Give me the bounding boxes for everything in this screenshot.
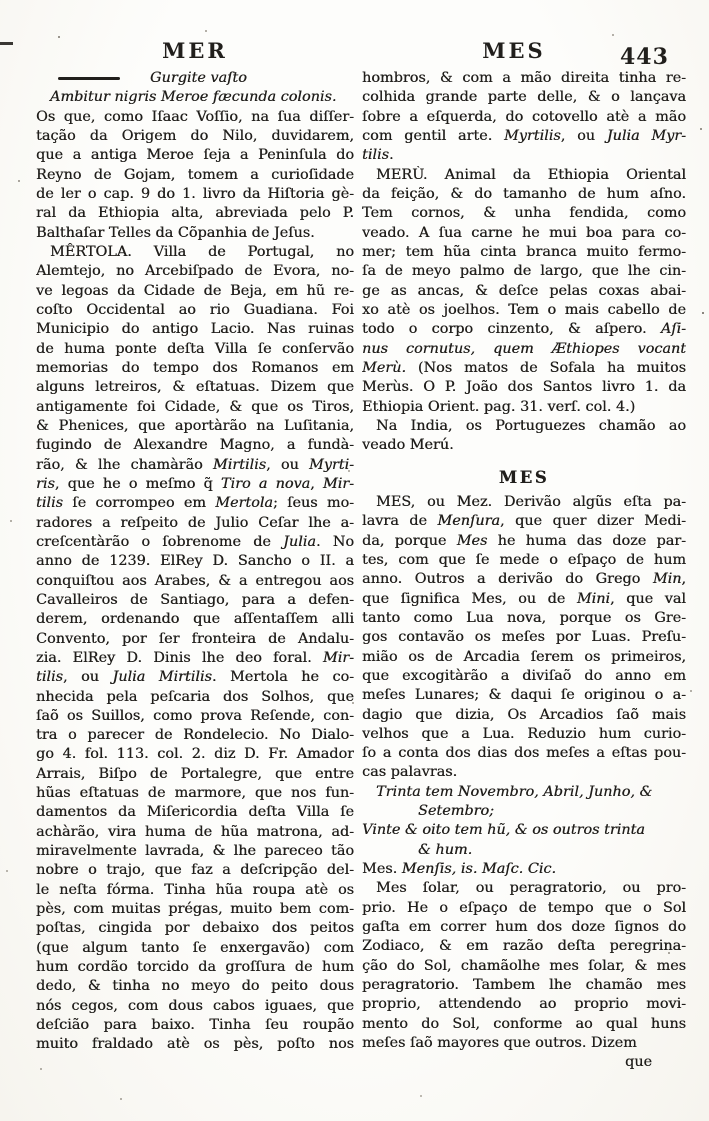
text-line: dedo, & tinha no meyo do peito dous: [36, 978, 354, 995]
text-line: com gentil arte. Myrtilis, ou Julia Myr-: [362, 127, 686, 144]
text-line: cas palavras.: [362, 764, 458, 781]
text-line: hũas eſtatuas de marmore, que nos fun-: [36, 785, 354, 802]
text-line: mer; tem hũa cinta branca muito fermo-: [362, 243, 686, 260]
text-line: Municipio do antigo Lacio. Nas ruinas: [36, 321, 354, 338]
text-line: antigamente foi Cidade, & que os Tiros,: [36, 398, 354, 415]
text-line: rão, & lhe chamàrão Mirtilis, ou Myrti-: [36, 456, 354, 473]
text-line: nus cornutus, quem Æthiopes vocant: [362, 340, 686, 357]
text-line: meſes ſaõ mayores que outros. Dizem: [362, 1035, 637, 1052]
text-line: Cavalleiros de Santiago, para a defen-: [36, 591, 354, 608]
catchword: que: [625, 1054, 652, 1071]
text-line: mião os de Arcadia ſerem os primeiros,: [362, 648, 686, 665]
text-line: mento do Sol, conforme ao qual huns: [362, 1015, 686, 1032]
text-line: hum cordão torcido da groſſura de hum: [36, 959, 354, 976]
text-line: Mes ſolar, ou peragratorio, ou pro-: [376, 880, 686, 897]
text-line: veado Merú.: [362, 437, 454, 454]
right-text-column: [362, 69, 686, 1073]
text-line: anno de 1239. ElRey D. Sancho o II. a: [36, 553, 354, 570]
text-line: tação da Origem do Nilo, duvidarem,: [36, 127, 354, 144]
text-line: tanto como Lua nova, porque os Gre-: [362, 609, 686, 626]
text-line: gaſta em correr hum dos doze ſignos do: [362, 919, 686, 936]
text-line: Reyno de Gojam, tomem a curioſidade: [36, 166, 354, 183]
text-line: ção do Sol, chamãolhe mes ſolar, & mes: [362, 957, 686, 974]
text-line: proprio, attendendo ao proprio movi-: [362, 996, 686, 1013]
text-line: prio. He o eſpaço de tempo que o Sol: [362, 899, 686, 916]
text-line: que a antiga Meroe ſeja a Peninſula do: [36, 147, 354, 164]
text-line: da, porque Mes he huma das doze par-: [362, 532, 686, 549]
text-line: Convento, por ſer fronteira de Andalu-: [36, 630, 354, 647]
text-line: achàrão, vira huma de hũa matrona, ad-: [36, 823, 354, 840]
scan-specks: [0, 0, 2, 2]
text-line: dagio que dizia, Os Arcadios ſaõ mais: [362, 706, 686, 723]
text-line: meſes Lunares; & daqui ſe originou o a-: [362, 687, 686, 704]
left-text-column: [36, 69, 354, 1055]
page-number: 443: [620, 44, 669, 70]
text-line: xo atè os joelhos. Tem o mais cabello de: [362, 301, 686, 318]
text-line: Zodiaco, & em razão deſta peregrina-: [362, 938, 686, 955]
text-line: nobre o trajo, que faz a deſcripção del-: [36, 862, 354, 879]
text-line: velhos que a Lua. Reduzio hum curio-: [362, 725, 686, 742]
verse-line: Trinta tem Novembro, Abril, Junho, &: [376, 783, 653, 800]
running-head-right: MES: [482, 38, 546, 63]
section-heading-mes: MES: [498, 467, 550, 487]
text-line: Arrais, Biſpo de Portalegre, que entre: [36, 765, 354, 782]
text-line: Merùs. O P. João dos Santos livro 1. da: [362, 379, 686, 396]
text-line: nós cegos, com dous cabos iguaes, que: [36, 997, 354, 1014]
text-line: ſo a conta dos dias dos meſes a eſtas pou-: [362, 745, 686, 762]
text-line: de ler o cap. 9 do 1. livro da Hiſtoria gè-: [36, 185, 354, 202]
text-line: tilis.: [362, 147, 394, 164]
entry-start-meru: MERÙ. Animal da Ethiopia Oriental: [376, 166, 686, 183]
text-line: deſcião para baixo. Tinha ſeu roupão: [36, 1017, 354, 1034]
text-line: colhida grande parte delle, & o lançava: [362, 89, 686, 106]
text-line: (que algum tanto ſe enxergavão) com: [36, 939, 354, 956]
text-line: peragratorio. Tambem lhe chamão mes: [362, 977, 686, 994]
text-line: da feição, & do tamanho de hum aſno.: [362, 185, 686, 202]
text-line: creſcentàrão o ſobrenome de Julia. No: [36, 533, 354, 550]
text-line: conquiſtou aos Arabes, & a entregou aos: [36, 572, 354, 589]
text-line: fugindo de Alexandre Magno, a fundà-: [36, 437, 354, 454]
text-line: ſaõ os Suillos, como prova Reſende, con-: [36, 707, 354, 724]
text-line: tra o parecer de Rondelecio. No Dialo-: [36, 727, 354, 744]
verse-line: & hum.: [418, 841, 473, 858]
text-line: Os que, como Iſaac Voſſio, na ſua diſſer-: [36, 108, 354, 125]
text-line: derem, ordenando que aſſentaſſem alli: [36, 611, 354, 628]
text-line: damentos da Miſericordia deſta Villa ſe: [36, 804, 354, 821]
text-line: poſtas, cingida por debaixo dos peitos: [36, 920, 354, 937]
text-line: zia. ElRey D. Dinis lhe deo foral. Mir-: [36, 649, 354, 666]
text-line: veado. A ſua carne he mui boa para co-: [362, 224, 686, 241]
text-line: todo o corpo cinzento, & aſpero. Aſi-: [362, 321, 686, 338]
text-line: lavra de Menſura, que quer dizer Medi-: [362, 513, 686, 530]
text-line: que ſignifica Mes, ou de Mini, que val: [362, 590, 686, 607]
entry-start-mes: MES, ou Mez. Derivão algũs eſta pa-: [376, 493, 686, 510]
text-line: ral da Ethiopia alta, abreviada pelo P.: [36, 205, 354, 222]
text-line: ris, que he o meſmo q̃ Tiro a nova, Mir-: [36, 475, 354, 492]
text-line: nhecida pela peſcaria dos Solhos, que: [36, 688, 354, 705]
text-line: radores a reſpeito de Julio Ceſar lhe a-: [36, 514, 354, 531]
text-line: de huma ponte deſta Villa ſe conſervão: [36, 340, 354, 357]
text-line: Tem cornos, & unha fendida, como: [362, 205, 686, 222]
text-line: miravelmente lavrada, & lhe pareceo tão: [36, 843, 354, 860]
text-line: tilis, ou Julia Mirtilis. Mertola he co-: [36, 669, 354, 686]
text-line: Na India, os Portuguezes chamão ao: [376, 417, 686, 434]
text-line: ſobre a eſquerda, do cotovello atè a mão: [362, 108, 686, 125]
text-line: Merù. (Nos matos de Sofala ha muitos: [362, 359, 686, 376]
text-line: muito fraldado atè os pès, poſto nos: [36, 1036, 354, 1053]
text-line: ge as ancas, & deſce pelas coxas abai-: [362, 282, 686, 299]
verse-line: Setembro;: [418, 803, 494, 820]
entry-start-mertola: MÊRTOLA. Villa de Portugal, no: [50, 243, 354, 260]
text-line: tilis ſe corrompeo em Mertola; ſeus mo-: [36, 495, 354, 512]
text-line: hombros, & com a mão direita tinha re-: [362, 70, 686, 86]
text-line: que excogitàrão a diviſaõ do anno em: [362, 667, 686, 684]
text-line: tes, com que ſe mede o eſpaço de hum: [362, 551, 686, 568]
scan-artifact-dash: [0, 42, 13, 45]
verse-line: Ambitur nigris Meroe fæcunda colonis.: [50, 89, 337, 106]
text-line: Balthaſar Telles da Cõpanhia de Jeſus.: [36, 224, 315, 241]
text-line: pès, com muitas prégas, muito bem com-: [36, 901, 354, 918]
text-line: Mes. Menſis, is. Maſc. Cic.: [362, 861, 557, 878]
verse-line: Gurgite vaſto: [36, 69, 354, 88]
running-head-left: MER: [162, 38, 228, 63]
text-line: Ethiopia Orient. pag. 31. verſ. col. 4.): [362, 398, 636, 415]
text-line: anno. Outros a derivão do Grego Min,: [362, 571, 686, 588]
text-line: gos contavão os meſes por Luas. Preſu-: [362, 629, 686, 646]
text-line: memorias do tempo dos Romanos em: [36, 359, 354, 376]
text-line: & Phenices, que aportàrão na Luſitania,: [36, 417, 354, 434]
text-line: go 4. fol. 113. col. 2. diz D. Fr. Amador: [36, 746, 354, 763]
text-line: alguns letreiros, & eſtatuas. Dizem que: [36, 379, 354, 396]
text-line: ſa de meyo palmo de largo, que lhe cin-: [362, 263, 686, 280]
text-line: coſto Occidental ao rio Guadiana. Foi: [36, 301, 354, 318]
text-line: ve legoas da Cidade de Beja, em hũ re-: [36, 282, 354, 299]
text-line: Alemtejo, no Arcebiſpado de Evora, no-: [36, 263, 354, 280]
text-line: le neſta fórma. Tinha hũa roupa atè os: [36, 881, 354, 898]
verse-line: Vinte & oito tem hũ, & os outros trinta: [362, 822, 645, 839]
continuation-rule: [58, 77, 120, 80]
